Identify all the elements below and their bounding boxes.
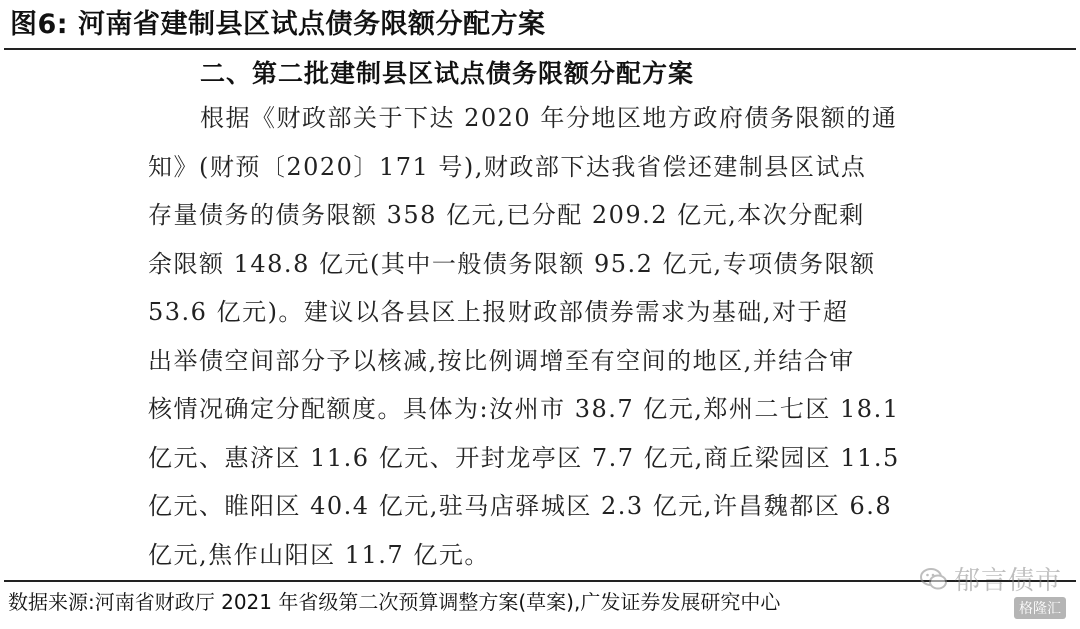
document-line: 亿元,焦作山阳区 11.7 亿元。 [148,540,490,569]
document-heading: 二、第二批建制县区试点债务限额分配方案 [200,59,695,88]
watermark [920,560,1062,597]
document-line: 核情况确定分配额度。具体为:汝州市 38.7 亿元,郑州二七区 18.1 [148,395,900,423]
watermark-text: 郁言债市 [953,566,1062,596]
watermark-badge: 格隆汇 [1014,597,1066,619]
document-line: 亿元、睢阳区 40.4 亿元,驻马店驿城区 2.3 亿元,许昌魏都区 6.8 [148,492,893,520]
figure-title: 图6: 河南省建制县区试点债务限额分配方案 [10,9,546,40]
document-line: 存量债务的债务限额 358 亿元,已分配 209.2 亿元,本次分配剩 [148,201,865,229]
document-line: 余限额 148.8 亿元(其中一般债务限额 95.2 亿元,专项债务限额 [148,249,876,278]
document-line: 出举债空间部分予以核减,按比例调增至有空间的地区,并结合审 [148,346,855,375]
document-line: 根据《财政部关于下达 2020 年分地区地方政府债务限额的通 [200,104,898,132]
data-source-note: 数据来源:河南省财政厅 2021 年省级第二次预算调整方案(草案),广发证券发展研究中心 [8,590,781,614]
document-line: 知》(财预〔2020〕171 号),财政部下达我省偿还建制县区试点 [148,152,867,181]
document-excerpt [148,54,928,579]
wechat-icon [920,567,948,591]
document-line: 亿元、惠济区 11.6 亿元、开封龙亭区 7.7 亿元,商丘梁园区 11.5 [148,443,900,472]
bottom-divider [4,580,1076,582]
document-line: 53.6 亿元)。建议以各县区上报财政部债券需求为基础,对于超 [148,298,849,326]
top-divider [4,48,1076,50]
